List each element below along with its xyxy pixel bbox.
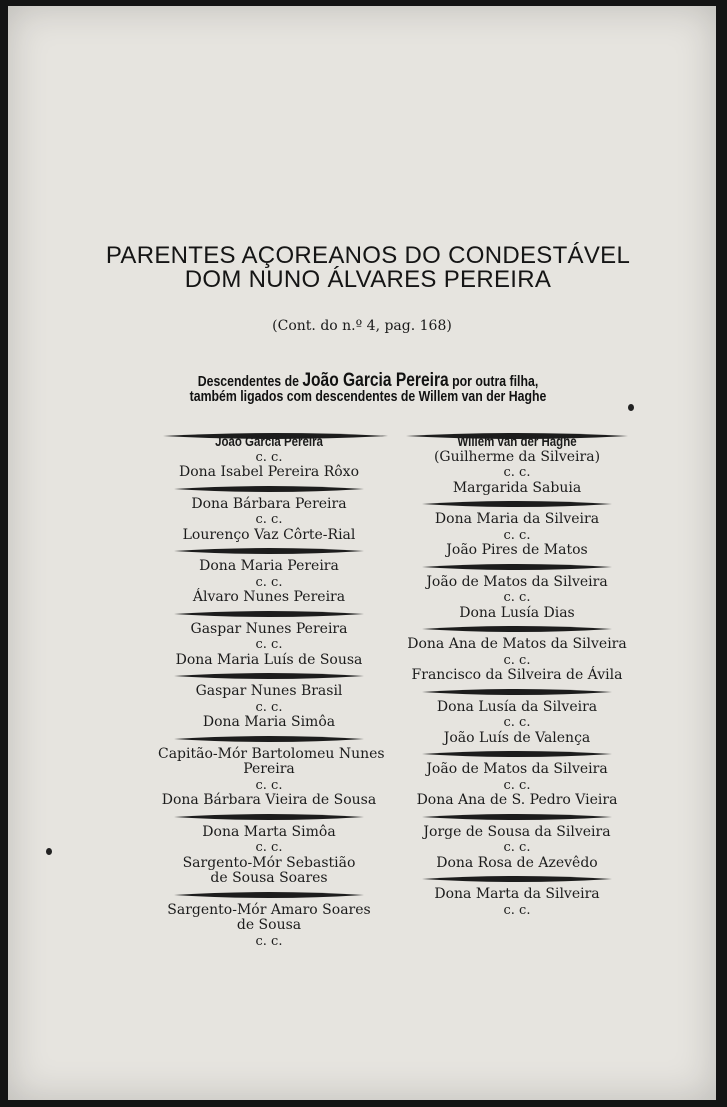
left-column-entry: de Sousa [236,917,302,933]
left-column-separator [174,545,364,557]
subtitle-prefix: Descendentes de [197,373,299,390]
continuation-reference: (Cont. do n.º 4, pag. 168) [272,318,452,334]
ink-speck [628,404,634,411]
right-column-entry: Dona Marta da Silveira [434,886,600,902]
right-column-cc-marker: c. c. [503,777,531,793]
left-column-entry: Dona Isabel Pereira Rôxo [178,464,360,480]
left-column-entry: Dona Maria Simôa [202,714,336,730]
left-column-entry: Lourenço Vaz Côrte-Rial [182,526,356,543]
right-column-entry: Francisco da Silveira de Ávila [411,667,623,683]
subtitle-line-2: também ligados com descendentes de Willem van der Haghe [189,388,547,405]
genealogy-column-right [406,434,628,918]
genealogy-column-left [158,433,385,949]
right-column-separator [422,623,612,635]
right-column-cc-marker: c. c. [503,715,531,730]
right-column-entry: Dona Ana de Matos da Silveira [407,636,627,652]
left-column-separator [174,811,364,823]
right-column-cc-marker: c. c. [503,840,531,855]
left-column-cc-marker: c. c. [255,449,283,465]
left-column-entry: Pereira [243,761,295,777]
left-column-entry: Gaspar Nunes Pereira [190,620,348,637]
subtitle-suffix: por outra filha, [452,373,539,390]
right-column-entry: (Guilherme da Silveira) [433,448,601,465]
left-column-cc-marker: c. c. [255,840,283,855]
right-column-entry: Dona Maria da Silveira [434,511,600,527]
left-column-separator [174,670,364,682]
left-column-separator [174,483,364,495]
right-column-cc-marker: c. c. [503,652,531,668]
left-column-entry: Gaspar Nunes Brasil [195,683,343,699]
left-column-entry: Dona Bárbara Vieira de Sousa [161,792,377,808]
right-column-separator [422,748,612,760]
left-column-entry: de Sousa Soares [210,870,328,886]
right-column-separator [422,686,612,698]
right-column-entry: João Pires de Matos [446,542,588,558]
ink-speck [46,848,52,855]
right-column-entry: Dona Ana de S. Pedro Vieira [416,792,618,808]
left-column-entry: Dona Maria Pereira [199,558,339,574]
right-column-heading: Willem van der Haghe [457,433,577,449]
left-column-cc-marker: c. c. [255,637,283,652]
right-column-separator [422,873,612,885]
left-column-entry: Sargento-Mór Amaro Soares [167,901,371,918]
right-column-entry: Dona Rosa de Azevêdo [436,854,598,871]
right-column-entry: Jorge de Sousa da Silveira [423,823,611,840]
left-column-cc-marker: c. c. [255,933,283,949]
right-column-cc-marker: c. c. [503,527,531,543]
left-column-entry: Álvaro Nunes Pereira [192,589,346,605]
right-column-separator [422,498,612,510]
left-column-cc-marker: c. c. [255,699,283,715]
right-column-cc-marker: c. c. [503,590,531,605]
right-column-separator [422,561,612,573]
right-column-entry: Margarida Sabuia [452,479,582,496]
left-column-separator [174,889,364,901]
left-column-entry: Dona Bárbara Pereira [191,495,347,512]
left-column-entry: Dona Marta Simôa [202,823,336,840]
page-title-line-1: PARENTES AÇOREANOS DO CONDESTÁVEL [105,242,631,269]
right-column-entry: João de Matos da Silveira [426,573,608,590]
left-column-separator [174,608,364,620]
left-column-entry: Sargento-Mór Sebastião [182,854,356,871]
page-title-line-2: DOM NUNO ÁLVARES PEREIRA [184,266,552,293]
left-column-heading: João Garcia Pereira [215,433,323,449]
left-column-entry: Capitão-Mór Bartolomeu Nunes [158,745,385,762]
left-column-separator [174,733,364,745]
right-column-entry: Dona Lusía da Silveira [436,698,598,715]
right-column-entry: João Luís de Valença [443,729,591,746]
right-column-entry: João de Matos da Silveira [426,761,608,777]
right-column-cc-marker: c. c. [503,902,531,918]
left-column-cc-marker: c. c. [255,777,283,793]
subtitle-name: João Garcia Pereira [302,370,449,391]
left-column-cc-marker: c. c. [255,512,283,527]
left-column-cc-marker: c. c. [255,574,283,590]
right-column-cc-marker: c. c. [503,465,531,480]
left-column-entry: Dona Maria Luís de Sousa [175,651,363,668]
right-column-separator [422,811,612,823]
right-column-entry: Dona Lusía Dias [459,604,575,621]
document-page [8,6,716,1100]
